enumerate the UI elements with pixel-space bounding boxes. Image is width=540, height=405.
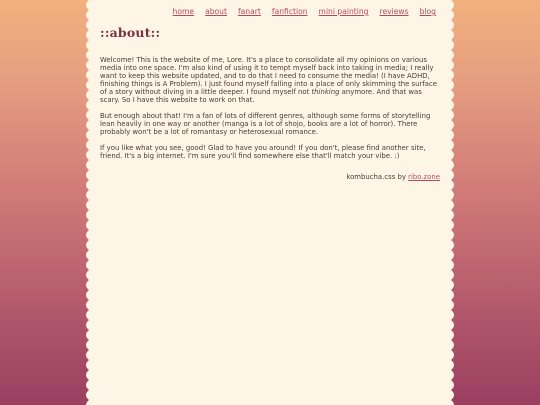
nav-link-home[interactable]: home	[172, 7, 195, 16]
intro-paragraph	[100, 56, 440, 104]
page-title: ::about::	[100, 25, 161, 40]
intro-text-start: Welcome! This is the website of me, Lore. It's a place to consolidate all my opinions on various media into one space. I'm also kind of using it to tempt myself back into taking in media; I really want to keep this website updated, and to do that I need to consume the media! (I have ADHD, finishing things is A Problem). I just found myself falling into a place of only skimming the surface of a story without diving in a little deeper. I found myself not	[100, 56, 438, 96]
nav-link-fanart[interactable]: fanart	[237, 7, 261, 16]
welcome-paragraph: If you like what you see, good! Glad to have you around! If you don't, please find another site, friend. It's a big internet. I'm sure you'll find somewhere else that'll match your vibe. :)	[100, 144, 426, 160]
credit-link[interactable]: ribo.zone	[408, 173, 440, 181]
top-nav	[173, 7, 436, 16]
scalloped-edge-right	[449, 0, 457, 405]
main-content	[100, 0, 440, 405]
nav-link-reviews[interactable]: reviews	[379, 7, 409, 16]
credit-text: kombucha.css by	[346, 173, 409, 181]
nav-link-about[interactable]: about	[205, 7, 227, 16]
nav-link-fanfiction[interactable]: fanfiction	[271, 7, 308, 16]
nav-link-blog[interactable]: blog	[419, 7, 436, 16]
theme-credit	[346, 173, 440, 181]
genres-paragraph: But enough about that! I'm a fan of lots of different genres, although some forms of storytelling lean heavily in one way or another (manga is a lot of shojo, books are a lot of horror). There probably won't be a lot of romantasy or heterosexual romance.	[100, 112, 431, 136]
nav-link-mini-painting[interactable]: mini painting	[318, 7, 369, 16]
intro-emphasis: thinking	[311, 88, 340, 96]
intro-text-end: anymore. And that was scary. So I have this website to work on that.	[100, 88, 422, 104]
